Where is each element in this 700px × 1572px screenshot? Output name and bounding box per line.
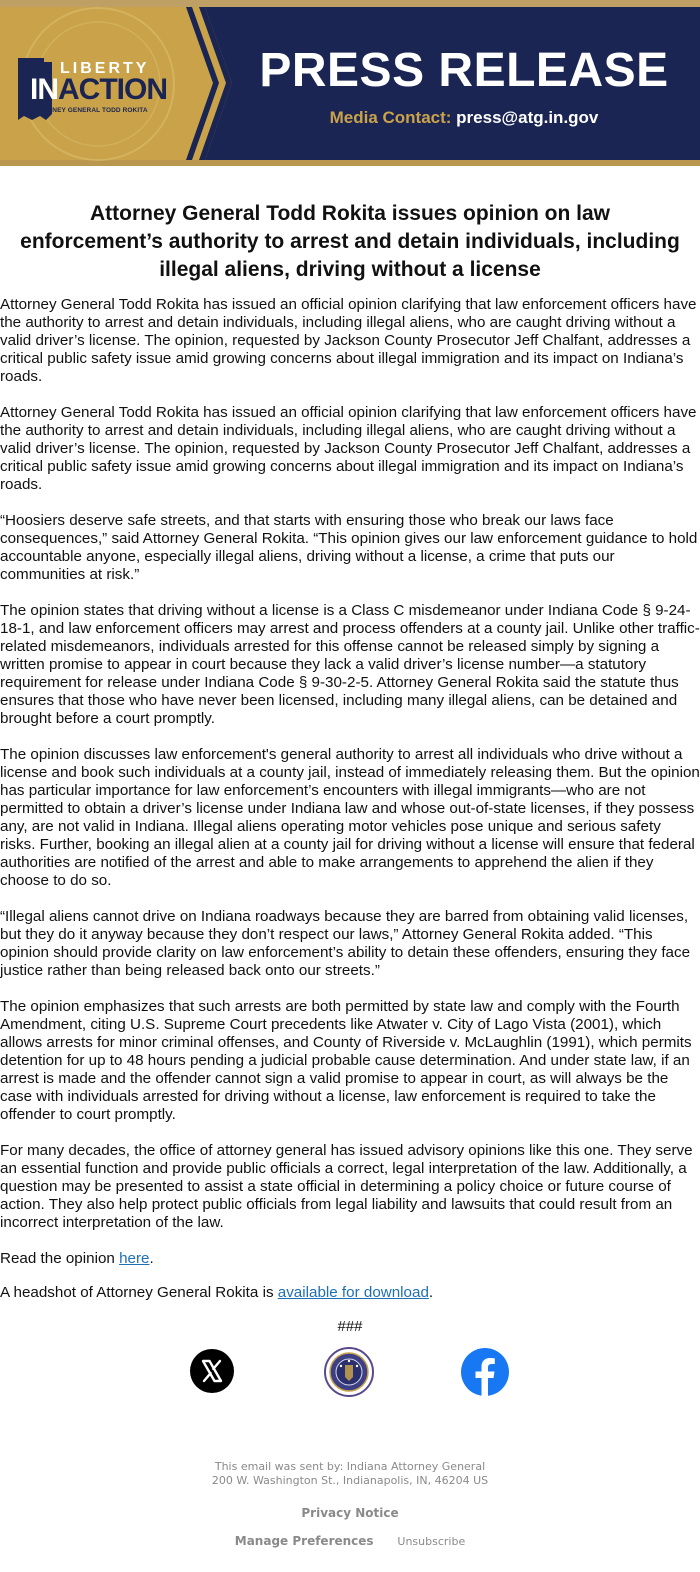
paragraph: For many decades, the office of attorney general has issued advisory opinions like this one. They serve an essential function and provide public officials a correct, legal interpretation of the law. Additionally, a question may be presented to assist a state official in determining a policy choice or future course of action. They also help protect public officials from legal liability and lawsuits that could result from an incorrect interpretation of the law. [0, 1142, 693, 1231]
paragraph: “Hoosiers deserve safe streets, and that starts with ensuring those who break our laws face consequences,” said Attorney General Rokita. “This opinion gives our law enforcement guidance to hold accountable anyone, especially illegal aliens, driving without a license, a crime that puts our communities at risk.” [0, 512, 698, 583]
headshot-line [0, 1284, 700, 1302]
x-logo-icon [190, 1349, 234, 1393]
read-opinion-line [0, 1250, 700, 1268]
opinion-link[interactable]: here [119, 1250, 150, 1267]
read-opinion-prefix: Read the opinion [0, 1250, 120, 1267]
read-opinion-suffix: . [149, 1250, 154, 1267]
press-release-title: PRESS RELEASE [259, 44, 669, 97]
press-release-banner [0, 0, 700, 166]
headshot-download-link[interactable]: available for download [277, 1284, 429, 1301]
logo-in-text: IN [30, 73, 58, 106]
facebook-logo-icon [461, 1348, 509, 1396]
paragraph: The opinion discusses law enforcement's general authority to arrest all individuals who drive without a license and book such individuals at a county jail, instead of immediately releasing them. But the opinion has particular importance for law enforcement’s encounters with illegal immigrants—who are not permitted to obtain a driver’s license under Indiana law and whose out-of-state licenses, if they possess any, are not valid in Indiana. Illegal aliens operating motor vehicles pose unique and serious safety risks. Further, booking an illegal alien at a county jail for driving without a license will ensure that federal authorities are notified of the arrest and able to make arrangements to apprehend the alien if they choose to do so. [0, 746, 700, 889]
media-contact [236, 108, 692, 128]
logo-inaction-text [30, 74, 167, 106]
unsubscribe-link[interactable]: Unsubscribe [397, 1535, 466, 1548]
paragraph: Attorney General Todd Rokita has issued an official opinion clarifying that law enforcement officers have the authority to arrest and detain individuals, including illegal aliens, who are caught driving without a valid driver’s license. The opinion, requested by Jackson County Prosecutor Jeff Chalfant, addresses a critical public safety issue amid growing concerns about illegal immigration and its impact on Indiana’s roads. [0, 404, 697, 493]
privacy-notice-link[interactable]: Privacy Notice [301, 1506, 399, 1520]
paragraph: “Illegal aliens cannot drive on Indiana roadways because they are barred from obtaining valid licenses, but they do it anyway because they don’t respect our laws,” Attorney General Rokita added. “This opinion should provide clarity on law enforcement’s ability to detain these offenders, ensuring they face justice rather than being released back onto our streets.” [0, 908, 691, 979]
footer-address: 200 W. Washington St., Indianapolis, IN, 46204 US [211, 1474, 489, 1487]
email-footer [0, 1460, 700, 1548]
end-marker: ### [337, 1318, 363, 1335]
footer-sent-by: This email was sent by: Indiana Attorney General [214, 1460, 486, 1473]
preferences-row [0, 1534, 700, 1548]
article-body [0, 296, 700, 1336]
attorney-general-seal-button[interactable] [324, 1347, 374, 1397]
paragraph: The opinion emphasizes that such arrests are both permitted by state law and comply with the Fourth Amendment, citing U.S. Supreme Court precedents like Atwater v. City of Lago Vista (2001), which allows arrests for minor criminal offenses, and County of Riverside v. McLaughlin (1991), which permits detention for up to 48 hours pending a judicial probable cause determination. And under state law, if an arrest is made and the offender cannot sign a valid promise to appear in court, as will always be the case with individuals arrested for driving without a license, law enforcement is required to take the offender to court promptly. [0, 998, 692, 1123]
paragraph: The opinion states that driving without a license is a Class C misdemeanor under Indiana Code § 9-24-18-1, and law enforcement officers may arrest and process offenders at a county jail. Unlike other traffic-related misdemeanors, individuals arrested for this offense cannot be released simply by signing a written promise to appear in court because they lack a valid driver’s license number—a statutory requirement for release under Indiana Code § 9-30-2-5. Attorney General Rokita said the statute thus ensures that those who have never been licensed, including many illegal aliens, can be detained and brought before a court promptly. [0, 602, 700, 727]
attorney-general-seal-icon [324, 1347, 374, 1397]
headshot-prefix: A headshot of Attorney General Rokita is [0, 1284, 278, 1301]
headshot-suffix: . [428, 1284, 434, 1301]
media-contact-email[interactable]: press@atg.in.gov [456, 108, 599, 127]
logo-liberty-text: LIBERTY [60, 60, 150, 77]
x-social-button[interactable] [190, 1349, 234, 1393]
logo-subtitle: ATTORNEY GENERAL TODD ROKITA [30, 107, 148, 114]
logo-action-text: ACTION [58, 73, 167, 106]
paragraph: Attorney General Todd Rokita has issued an official opinion clarifying that law enforcement officers have the authority to arrest and detain individuals, including illegal aliens, who are caught driving without a valid driver’s license. The opinion, requested by Jackson County Prosecutor Jeff Chalfant, addresses a critical public safety issue amid growing concerns about illegal immigration and its impact on Indiana’s roads. [0, 296, 697, 385]
media-contact-label: Media Contact: [329, 108, 452, 127]
manage-preferences-link[interactable]: Manage Preferences [234, 1534, 374, 1548]
social-links [0, 1347, 700, 1399]
article-headline: Attorney General Todd Rokita issues opinion on law enforcement’s authority to arrest and detain individuals, including illegal aliens, driving without a license [20, 202, 680, 281]
facebook-social-button[interactable] [461, 1348, 509, 1396]
